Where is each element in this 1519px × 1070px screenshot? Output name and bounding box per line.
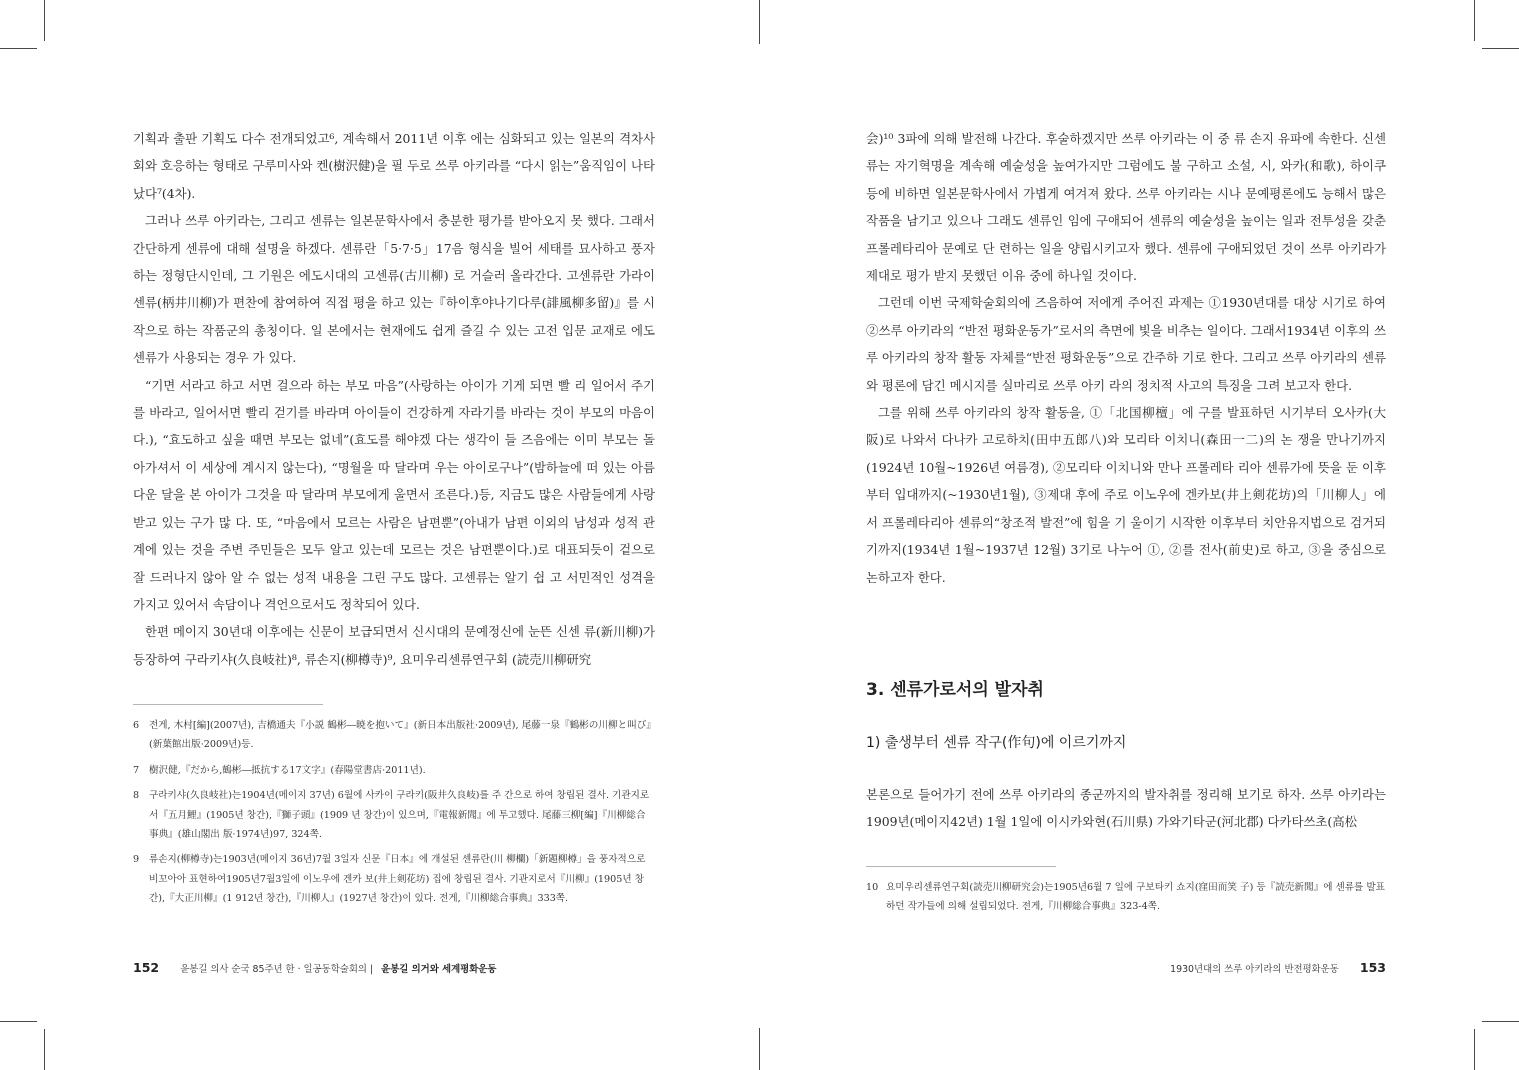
footnote-text: 樹沢健,『だから,鶴彬―抵抗する17文字』(春陽堂書店·2011년). [149, 764, 426, 776]
left-paragraph-4: 한편 메이지 30년대 이후에는 신문이 보급되면서 신시대의 문예정신에 눈뜬 신센 류(新川柳)가 등장하여 구라키샤(久良岐社)⁸, 류손지(柳樽寺)⁹, 요미우리센류연구회 (読売川柳研究 [133, 624, 655, 667]
right-paragraph-1: 会)¹⁰ 3파에 의해 발전해 나간다. 후술하겠지만 쓰루 아키라는 이 중 류 손지 유파에 속한다. 신센류는 자기혁명을 계속해 예술성을 높여가지만 그럼에도 불 구하고 소설, 시, 와카(和歌), 하이쿠 등에 비하면 일본문학사에서 가볍게 여겨져 왔다. 쓰루 아키라는 시나 문예평론에도 능해서 많은 작품을 남기고 있으나 그래도 센류인 임에 구애되어 센류의 예술성을 높이는 일과 전투성을 갖춘 프롤레타리아 문예로 단 련하는 일을 양립시키고자 했다. 센류에 구애되었던 것이 쓰루 아키라가 제대로 평가 받지 못했던 이유 중에 하나일 것이다. [866, 131, 1386, 284]
right-paragraph-3: 그를 위해 쓰루 아키라의 창작 활동을, ①「北国柳檀」에 구를 발표하던 시기부터 오사카(大阪)로 나와서 다나카 고로하치(田中五郎八)와 모리타 이치니(森田一二)의 논 쟁을 만나기까지(1924년 10월~1926년 여름경), ②모리타 이치니와 만나 프롤레타 리아 센류가에 뜻을 둔 이후부터 입대까지(~1930년1월), ③제대 후에 주로 이노우에 겐카보(井上剣花坊)의「川柳人」에서 프롤레타리아 센류의“창조적 발전”에 힘을 기 울이기 시작한 이후부터 치안유지법으로 검거되기까지(1934년 1월~1937년 12월) 3기로 나누어 ①, ②를 전사(前史)로 하고, ③을 중심으로 논하고자 한다. [866, 405, 1386, 585]
page-number: 153 [1359, 960, 1386, 975]
page-number: 152 [133, 960, 160, 975]
left-body-text [133, 125, 655, 673]
left-paragraph-2: 그러나 쓰루 아키라는, 그리고 센류는 일본문학사에서 충분한 평가를 받아오지 못 했다. 그래서 간단하게 센류에 대해 설명을 하겠다. 센류란「5·7·5」17음 형식을 빌어 세태를 묘사하고 풍자하는 정형단시인데, 그 기원은 에도시대의 고센류(古川柳) 로 거슬러 올라간다. 고센류란 가라이 센류(柄井川柳)가 편찬에 참여하여 직접 평을 하고 있는『하이후야나기다루(誹風柳多留)』를 시작으로 하는 작품군의 총칭이다. 일 본에서는 현재에도 쉽게 즐길 수 있는 고전 입문 교재로 에도 센류가 사용되는 경우 가 있다. [133, 213, 655, 366]
running-head: 윤봉길 의사 순국 85주년 한 · 일공동학술회의 | [180, 964, 374, 975]
right-footnotes [866, 878, 1386, 923]
footnote-7 [133, 761, 655, 780]
left-footer [133, 957, 496, 976]
footnote-number: 9 [133, 854, 140, 866]
footnote-number: 8 [133, 790, 140, 802]
right-paragraph-2: 그런데 이번 국제학술회의에 즈음하여 저에게 주어진 과제는 ①1930년대를 대상 시기로 하여 ②쓰루 아키라의 “반전 평화운동가”로서의 측면에 빛을 비추는 일이다. 그래서1934년 이후의 쓰루 아키라의 창작 활동 자체를“반전 평화운동”으로 간주하 기로 한다. 그리고 쓰루 아키라의 센류와 평론에 담긴 메시지를 실마리로 쓰루 아키 라의 정치적 사고의 특징을 그려 보고자 한다. [866, 295, 1386, 393]
right-body-text [866, 125, 1386, 591]
right-footnote-rule [866, 866, 1056, 867]
right-subsection-text [866, 781, 1386, 836]
footnote-number: 7 [133, 764, 140, 776]
running-head-title: 윤봉길 의거와 세계평화운동 [381, 964, 497, 975]
subsection-paragraph: 본론으로 들어가기 전에 쓰루 아키라의 종군까지의 발자취를 정리해 보기로 하자. 쓰루 아키라는 1909년(메이지42년) 1월 1일에 이시카와현(石川県) 가와기타군(河北郡) 다카타쓰초(高松 [866, 787, 1386, 830]
footnote-text: 구라키샤(久良岐社)는1904년(메이지 37년) 6월에 사카이 구라키(阪井久良岐)를 주 간으로 하여 창립된 결사. 기관지로서『五月鯉』(1905년 창간),『獅子頭』(1909 년 창간)이 있으며,『電報新聞』에 투고했다. 尾藤三柳[編]『川柳総合事典』(雄山閣出 版·1974년)97, 324쪽. [149, 790, 650, 841]
footnote-6 [133, 716, 655, 755]
footnote-8 [133, 786, 655, 844]
subsection-heading: 1) 출생부터 센류 작구(作句)에 이르기까지 [866, 735, 1127, 751]
footnote-number: 10 [866, 882, 879, 893]
left-paragraph-3: “기면 서라고 하고 서면 걸으라 하는 부모 마음”(사랑하는 아이가 기게 되면 빨 리 일어서 주기를 바라고, 일어서면 빨리 걷기를 바라며 아이들이 건강하게 자라기를 바라는 것이 부모의 마음이다.), “효도하고 싶을 때면 부모는 없네”(효도를 해야겠 다는 생각이 들 즈음에는 이미 부모는 돌아가셔서 이 세상에 계시지 않는다), “명월을 따 달라며 우는 아이로구나”(밤하늘에 떠 있는 아름다운 달을 본 아이가 그것을 따 달라며 부모에게 울면서 조른다.)등, 지금도 많은 사람들에게 사랑받고 있는 구가 많 다. 또, “마음에서 모르는 사람은 남편뿐”(아내가 남편 이외의 남성과 성적 관계에 있는 것을 주변 주민들은 모두 알고 있는데 모르는 것은 남편뿐이다.)로 대표되듯이 겉으로 잘 드러나지 않아 알 수 없는 성적 내용을 그린 구도 많다. 고센류는 알기 쉽 고 서민적인 성격을 가지고 있어서 속담이나 격언으로서도 정착되어 있다. [133, 377, 655, 612]
left-footnotes [133, 716, 655, 915]
footnote-number: 6 [133, 720, 140, 731]
left-paragraph-1: 기획과 출판 기획도 다수 전개되었고⁶, 계속해서 2011년 이후 에는 심화되고 있는 일본의 격차사회와 호응하는 형태로 구루미사와 켄(樹沢健)을 필 두로 쓰루 아키라를 “다시 읽는”움직임이 나타났다⁷(4차). [133, 131, 655, 201]
footnote-text: 요미우리센류연구회(読売川柳研究会)는1905년6월 7 일에 구보타키 쇼지(窪田而笑 子) 등『読売新聞』에 센류를 발표하던 작가들에 의해 설립되었다. 전게,『川柳総合事典』323-4쪽. [886, 882, 1385, 913]
footnote-text: 전게, 木村[編](2007년), 吉橋通夫『小説 鶴彬―暁を抱いて』(新日本出版社·2009년), 尾藤一泉『鶴彬の川柳と叫び』(新葉館出版·2009년)등. [149, 720, 652, 751]
left-footnote-rule [133, 704, 323, 705]
right-page [760, 0, 1519, 1070]
right-footer [1170, 957, 1386, 976]
footnote-9 [133, 850, 655, 908]
footnote-text: 류손지(柳樽寺)는1903년(메이지 36년)7월 3일자 신문『日本』에 개설된 센류란(川 柳欄)「新題柳樽」을 풍자적으로 비꼬아아 표현하여1905년7월3일에 이노우에 겐카 보(井上剣花坊) 집에 창립된 결사. 기관지로서『川柳』(1905년 창간),『大正川柳』(1 912년 창간),『川柳人』(1927년 창간)이 있다. 전게,『川柳総合事典』333쪽. [149, 854, 646, 905]
section-heading: 3. 센류가로서의 발자취 [866, 680, 1044, 700]
footnote-10 [866, 878, 1386, 917]
running-head: 1930년대의 쓰루 아키라의 반전평화운동 [1170, 964, 1339, 975]
